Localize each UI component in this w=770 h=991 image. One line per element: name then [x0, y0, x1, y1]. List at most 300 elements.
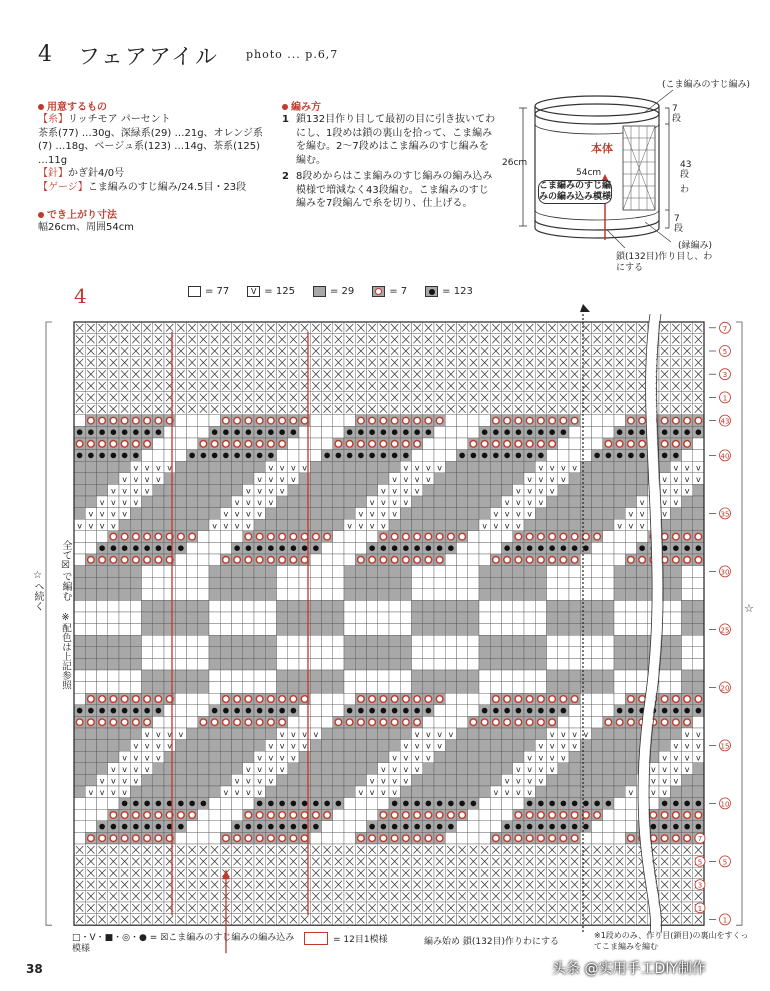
chart-cell [580, 589, 591, 601]
chart-cell [344, 763, 355, 775]
chart-cell [445, 519, 456, 531]
v-stitch-mark: v [111, 788, 116, 798]
chart-cell [457, 496, 468, 508]
v-stitch-mark: v [414, 486, 420, 496]
chart-cell [108, 589, 119, 601]
chart-cell [265, 682, 276, 694]
chart-cell [74, 682, 85, 694]
ring-stitch-mark [234, 417, 241, 424]
dot-stitch-mark [504, 708, 510, 714]
ring-stitch-mark [234, 835, 241, 842]
chart-cell [175, 450, 186, 462]
chart-cell [378, 612, 389, 624]
v-stitch-mark: v [257, 776, 262, 786]
chart-cell [502, 682, 513, 694]
chart-cell [74, 531, 85, 543]
chart-cell [153, 438, 164, 450]
v-stitch-mark: v [133, 498, 139, 508]
chart-cell [547, 496, 558, 508]
v-stitch-mark: v [88, 509, 94, 519]
v-stitch-mark: v [268, 753, 274, 763]
chart-cell [333, 484, 344, 496]
chart-cell [265, 566, 276, 578]
chart-cell [535, 682, 546, 694]
chart-cell [355, 658, 366, 670]
v-stitch-mark: v [673, 741, 679, 751]
yarn-tag: 【糸】 [38, 114, 68, 125]
v-stitch-mark: v [99, 776, 105, 786]
chart-cell [85, 473, 96, 485]
chart-cell [344, 751, 355, 763]
chart-cell [355, 624, 366, 636]
v-stitch-mark: v [381, 521, 386, 531]
v-stitch-mark: v [257, 509, 262, 519]
v-stitch-mark: v [144, 753, 150, 763]
v-stitch-mark: v [144, 730, 150, 740]
chart-cell [187, 496, 198, 508]
chart-cell [490, 496, 501, 508]
dot-stitch-mark [414, 824, 420, 830]
chart-cell [243, 682, 254, 694]
chart-cell [614, 484, 625, 496]
dot-stitch-mark [606, 453, 612, 459]
foot-note: ※1段めのみ、作り目(鎖目)の裏山をすくってこま編みを編む [594, 931, 749, 951]
ring-stitch-mark [144, 441, 151, 448]
chart-cell [355, 542, 366, 554]
dot-stitch-mark [594, 453, 600, 459]
chart-cell [85, 751, 96, 763]
v-stitch-mark: v [684, 753, 690, 763]
chart-cell [502, 484, 513, 496]
v-stitch-mark: v [448, 730, 454, 740]
chart-cell [389, 635, 400, 647]
chart-cell [142, 600, 153, 612]
chart-cell [322, 415, 333, 427]
ring-stitch-mark [99, 696, 106, 703]
chart-cell [603, 577, 614, 589]
ring-stitch-mark [403, 835, 410, 842]
chart-cell [468, 658, 479, 670]
ring-stitch-mark [155, 557, 162, 564]
ring-stitch-mark [403, 719, 410, 726]
chart-cell [502, 589, 513, 601]
chart-cell [625, 566, 636, 578]
dot-stitch-mark [99, 545, 105, 551]
chart-cell [187, 600, 198, 612]
side-note-colors: ※配色は上記参照 [60, 612, 71, 690]
chart-cell [592, 496, 603, 508]
v-stitch-mark: v [527, 498, 532, 508]
v-stitch-mark: v [684, 730, 690, 740]
chart-cell [243, 600, 254, 612]
chart-cell [445, 786, 456, 798]
chart-cell [85, 612, 96, 624]
legend-item: = 77 [188, 286, 229, 297]
chart-cell [502, 670, 513, 682]
chart-cell [164, 519, 175, 531]
chart-cell [187, 612, 198, 624]
v-stitch-mark: v [358, 509, 364, 519]
chart-cell [97, 600, 108, 612]
chart-cell [288, 612, 299, 624]
diagram-circumference: 54cm [576, 168, 602, 178]
chart-cell [479, 496, 490, 508]
chart-cell [412, 682, 423, 694]
chart-cell [130, 682, 141, 694]
chart-cell [378, 740, 389, 752]
chart-cell [355, 461, 366, 473]
chart-cell [153, 519, 164, 531]
chart-cell [97, 461, 108, 473]
ring-stitch-mark [538, 835, 545, 842]
chart-cell [434, 496, 445, 508]
v-stitch-mark: v [144, 741, 150, 751]
chart-cell [153, 612, 164, 624]
chart-cell [333, 566, 344, 578]
chart-cell [108, 728, 119, 740]
ring-stitch-mark [414, 417, 421, 424]
chart-cell [614, 461, 625, 473]
chart-cell [434, 716, 445, 728]
ring-stitch-mark [380, 417, 387, 424]
chart-cell [209, 693, 220, 705]
chart-cell [693, 670, 704, 682]
chart-cell [198, 832, 209, 844]
chart-cell [603, 658, 614, 670]
chart-cell [130, 508, 141, 520]
v-stitch-mark: v [246, 764, 251, 774]
chart-cell [209, 554, 220, 566]
chart-cell [175, 612, 186, 624]
dot-stitch-mark [122, 429, 128, 435]
chart-cell [243, 728, 254, 740]
dot-stitch-mark [651, 824, 657, 830]
chart-cell [344, 415, 355, 427]
v-stitch-mark: v [223, 521, 229, 531]
chart-cell [535, 786, 546, 798]
chart-cell [468, 519, 479, 531]
chart-cell [603, 461, 614, 473]
ring-stitch-mark [76, 719, 83, 726]
chart-cell [457, 658, 468, 670]
chart-cell [322, 566, 333, 578]
chart-cell [490, 763, 501, 775]
v-stitch-mark: v [291, 730, 296, 740]
dot-stitch-mark [561, 824, 567, 830]
chart-cell [558, 612, 569, 624]
chart-cell [524, 670, 535, 682]
dot-stitch-mark [572, 824, 578, 830]
chart-cell [378, 658, 389, 670]
chart-cell [310, 577, 321, 589]
bottom-legend-note: □・V・■・◎・● = ☒こま編みのすじ編みの編み込み模様 [72, 933, 295, 954]
dot-stitch-mark [662, 801, 668, 807]
chart-cell [693, 786, 704, 798]
size-text: 幅26cm、周囲54cm [38, 222, 134, 233]
chart-cell [603, 542, 614, 554]
chart-cell [333, 600, 344, 612]
chart-cell [637, 461, 648, 473]
chart-cell [524, 624, 535, 636]
chart-cell [524, 682, 535, 694]
chart-cell [108, 473, 119, 485]
chart-cell [254, 600, 265, 612]
v-stitch-mark: v [482, 521, 487, 531]
chart-cell [445, 577, 456, 589]
dot-stitch-mark [302, 824, 308, 830]
chart-cell [625, 473, 636, 485]
dot-stitch-mark [279, 824, 285, 830]
v-stitch-mark: v [122, 753, 127, 763]
legend-item: = 29 [313, 286, 354, 297]
ring-stitch-mark [88, 557, 95, 564]
chart-cell [209, 786, 220, 798]
chart-cell [232, 635, 243, 647]
ring-stitch-mark [695, 696, 702, 703]
chart-cell [164, 496, 175, 508]
v-stitch-mark: v [414, 474, 420, 484]
v-stitch-mark: v [381, 788, 386, 798]
chart-cell [367, 635, 378, 647]
v-stitch-mark: v [279, 764, 285, 774]
chart-cell [187, 635, 198, 647]
dot-stitch-mark [257, 545, 263, 551]
chart-cell [502, 635, 513, 647]
chart-cell [502, 751, 513, 763]
chart-cell [333, 624, 344, 636]
v-mark-icon: V [247, 286, 260, 297]
chart-cell [670, 508, 681, 520]
v-stitch-mark: v [583, 730, 589, 740]
dot-stitch-mark [403, 545, 409, 551]
dot-stitch-mark [684, 824, 690, 830]
ring-stitch-mark [391, 812, 398, 819]
chart-cell [164, 763, 175, 775]
chart-cell [468, 531, 479, 543]
pattern-number: 4 [38, 42, 52, 67]
chart-cell [344, 635, 355, 647]
ring-stitch-mark [526, 557, 533, 564]
v-stitch-mark: v [156, 741, 161, 751]
chart-cell [198, 484, 209, 496]
chart-cell [130, 624, 141, 636]
chart-cell [423, 566, 434, 578]
chart-cell [558, 577, 569, 589]
ring-stitch-mark [256, 557, 263, 564]
chart-cell [558, 670, 569, 682]
chart-cell [85, 496, 96, 508]
ring-stitch-mark [110, 719, 117, 726]
row-number-label: 3 [722, 371, 728, 380]
v-stitch-mark: v [144, 486, 150, 496]
ring-stitch-mark [380, 835, 387, 842]
chart-cell [130, 566, 141, 578]
yarn-colors: 茶系(77) …30g、深緑系(29) …21g、オレンジ系(7) …18g、ベージュ系(123) …14g、茶系(125) …11g [38, 127, 264, 166]
chart-cell [603, 508, 614, 520]
dot-stitch-mark [684, 801, 690, 807]
dot-stitch-mark [156, 545, 162, 551]
dot-stitch-mark [527, 545, 533, 551]
dot-stitch-mark [99, 453, 105, 459]
dot-stitch-mark [426, 708, 432, 714]
dot-stitch-mark [111, 824, 117, 830]
chart-cell [220, 774, 231, 786]
chart-cell [198, 670, 209, 682]
chart-cell [220, 635, 231, 647]
v-stitch-mark: v [662, 753, 667, 763]
ring-stitch-mark [515, 417, 522, 424]
chart-cell [175, 693, 186, 705]
chart-cell [277, 635, 288, 647]
chart-cell [445, 496, 456, 508]
row-number-label: 1 [722, 916, 728, 925]
chart-cell [457, 554, 468, 566]
chart-cell [254, 658, 265, 670]
chart-cell [524, 740, 535, 752]
chart-cell [412, 519, 423, 531]
v-stitch-mark: v [549, 474, 555, 484]
dot-stitch-mark [347, 429, 353, 435]
chart-cell [580, 763, 591, 775]
v-stitch-mark: v [696, 463, 701, 473]
chart-cell [670, 682, 681, 694]
chart-cell [175, 774, 186, 786]
ring-stitch-mark [650, 812, 657, 819]
chart-cell [434, 450, 445, 462]
chart-cell [389, 461, 400, 473]
v-stitch-mark: v [279, 753, 285, 763]
ring-stitch-mark [155, 696, 162, 703]
chart-cell [119, 589, 130, 601]
chart-cell [479, 740, 490, 752]
dot-stitch-mark [234, 453, 240, 459]
chart-cell [682, 682, 693, 694]
chart-cell [322, 577, 333, 589]
chart-cell [412, 600, 423, 612]
photo-reference: photo ... p.6,7 [246, 48, 339, 61]
chart-cell [558, 508, 569, 520]
v-stitch-mark: v [133, 463, 139, 473]
ring-stitch-mark [628, 441, 635, 448]
chart-cell [322, 658, 333, 670]
ring-stitch-mark [121, 557, 128, 564]
dot-stitch-mark [583, 801, 589, 807]
chart-cell [322, 751, 333, 763]
v-stitch-mark: v [111, 486, 116, 496]
chart-cell [479, 809, 490, 821]
v-stitch-mark: v [639, 521, 645, 531]
chart-cell [265, 786, 276, 798]
diagram-rows-mid: 43段 [680, 160, 692, 180]
chart-cell [310, 415, 321, 427]
chart-cell [445, 774, 456, 786]
chart-cell [614, 600, 625, 612]
chart-cell [232, 658, 243, 670]
chart-cell [547, 577, 558, 589]
dot-stitch-mark [549, 824, 555, 830]
v-stitch-mark: v [392, 788, 397, 798]
chart-cell [74, 542, 85, 554]
chart-cell [153, 647, 164, 659]
chart-cell [333, 647, 344, 659]
chart-cell [310, 519, 321, 531]
dot-stitch-mark [403, 801, 409, 807]
ring-stitch-mark [549, 441, 556, 448]
ring-stitch-mark [155, 417, 162, 424]
chart-cell [580, 751, 591, 763]
chart-cell [580, 496, 591, 508]
chart-cell [580, 705, 591, 717]
chart-cell [198, 693, 209, 705]
chart-cell [603, 774, 614, 786]
dot-stitch-mark [617, 708, 623, 714]
v-stitch-mark: v [662, 474, 667, 484]
chart-cell [209, 566, 220, 578]
chart-cell [547, 658, 558, 670]
chart-cell [445, 647, 456, 659]
dot-stitch-mark [673, 453, 679, 459]
chart-cell [209, 670, 220, 682]
v-stitch-mark: v [617, 521, 622, 531]
v-stitch-mark: v [628, 788, 634, 798]
v-stitch-mark: v [257, 788, 262, 798]
ring-stitch-mark [436, 696, 443, 703]
chart-cell [468, 508, 479, 520]
chart-cell [97, 728, 108, 740]
chart-cell [164, 682, 175, 694]
ring-stitch-mark [504, 417, 511, 424]
chart-cell [378, 682, 389, 694]
chart-cell [468, 728, 479, 740]
v-stitch-mark: v [144, 463, 150, 473]
chart-cell [175, 751, 186, 763]
chart-cell [232, 461, 243, 473]
chart-cell [547, 774, 558, 786]
chart-cell [277, 786, 288, 798]
chart-cell [693, 635, 704, 647]
dot-stitch-mark [178, 824, 184, 830]
chart-cell [434, 508, 445, 520]
ring-stitch-mark [403, 417, 410, 424]
chart-cell [434, 612, 445, 624]
chart-cell [187, 519, 198, 531]
chart-cell [547, 670, 558, 682]
chart-cell [367, 670, 378, 682]
chart-cell [209, 635, 220, 647]
ring-stitch-mark [594, 533, 601, 540]
ring-stitch-mark [493, 417, 500, 424]
chart-cell [97, 566, 108, 578]
dot-stitch-mark [673, 801, 679, 807]
chart-cell [187, 415, 198, 427]
chart-cell [479, 612, 490, 624]
dot-stitch-mark [234, 824, 240, 830]
dot-stitch-mark [381, 429, 387, 435]
chart-cell [74, 600, 85, 612]
chart-cell [445, 415, 456, 427]
dot-stitch-mark [414, 545, 420, 551]
chart-cell [322, 716, 333, 728]
chart-cell [198, 635, 209, 647]
chart-cell [187, 473, 198, 485]
ring-stitch-mark [538, 557, 545, 564]
chart-cell [254, 635, 265, 647]
chart-cell [367, 751, 378, 763]
chart-cell [378, 566, 389, 578]
chart-cell [333, 809, 344, 821]
dot-stitch-mark [291, 708, 297, 714]
chart-cell [479, 682, 490, 694]
